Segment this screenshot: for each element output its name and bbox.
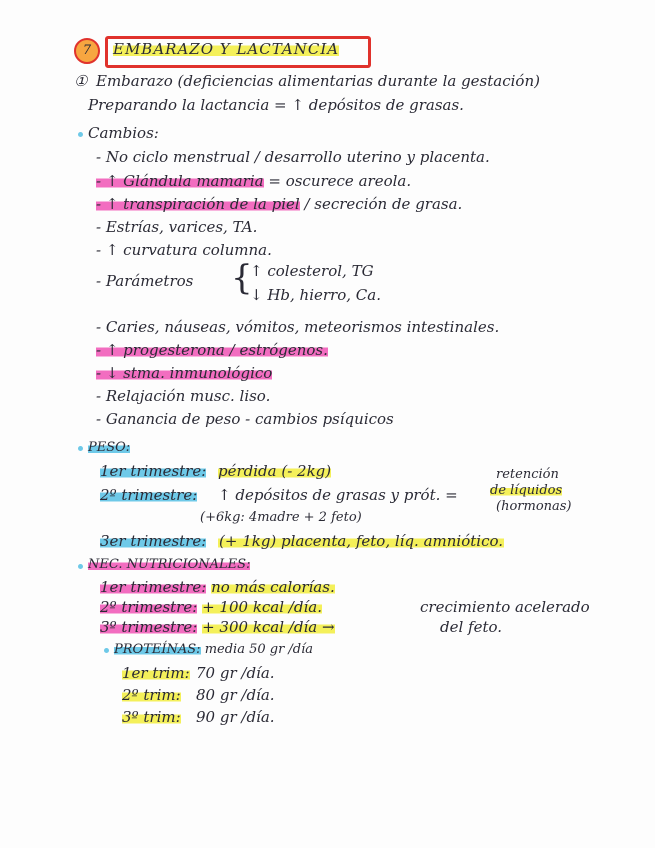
intro-number: ①: [74, 72, 88, 90]
peso-row-value: [218, 532, 504, 550]
peso-label: 3er trimestre:: [100, 532, 207, 550]
cambios-item: - Parámetros: [96, 272, 194, 290]
cambios-item-note: / secreción de grasa.: [304, 195, 463, 213]
proteinas-heading: PROTEÍNAS:: [114, 642, 201, 657]
brace-icon: {: [231, 258, 253, 298]
bullet-icon: [78, 132, 83, 137]
peso-row: [100, 486, 197, 504]
cambios-item: - ↑ curvatura columna.: [96, 241, 272, 259]
peso-value: pérdida (- 2kg): [218, 462, 332, 480]
nec-note: crecimiento acelerado: [420, 598, 590, 616]
nec-label: 2º trimestre:: [100, 598, 198, 616]
nec-heading-row: [88, 556, 250, 574]
peso-value: ↑ depósitos de grasas y prót. =: [218, 486, 458, 504]
peso-row: [100, 532, 206, 550]
bullet-icon: [104, 648, 109, 653]
peso-row-value: [218, 462, 331, 480]
cambios-item: - Caries, náuseas, vómitos, meteorismos intestinales.: [96, 318, 500, 336]
bullet-icon: [78, 446, 83, 451]
proteinas-value: 70 gr /día.: [196, 664, 275, 682]
peso-heading: [88, 439, 130, 457]
intro-line-2: Preparando la lactancia = ↑ depósitos de grasas.: [88, 96, 464, 114]
peso-note: retención: [496, 467, 559, 482]
parametro-down: ↓ Hb, hierro, Ca.: [250, 286, 381, 304]
bullet-icon: [78, 564, 83, 569]
proteinas-average: media 50 gr /día: [204, 642, 314, 657]
intro-line-1: Embarazo (deficiencias alimentarias durante la gestación): [96, 72, 540, 90]
peso-label: 1er trimestre:: [100, 462, 207, 480]
peso-heading-text: PESO:: [88, 440, 131, 455]
proteinas-label: 2º trim:: [122, 686, 181, 704]
cambios-item: - ↑ Glándula mamaria: [96, 172, 264, 190]
cambios-item: - ↑ transpiración de la piel: [96, 195, 300, 213]
nec-value: + 300 kcal /día →: [202, 618, 335, 636]
section-number-badge: 7: [74, 38, 100, 64]
nec-row: [100, 598, 322, 616]
nec-value: + 100 kcal /día.: [202, 598, 322, 616]
nec-row: [100, 578, 335, 596]
cambios-heading: Cambios:: [88, 124, 159, 142]
nec-label: 1er trimestre:: [100, 578, 207, 596]
proteinas-label: 3º trim:: [122, 708, 181, 726]
cambios-item-row: [96, 172, 411, 190]
nec-row: [100, 618, 335, 636]
cambios-item: - No ciclo menstrual / desarrollo uterino y placenta.: [96, 148, 490, 166]
cambios-item: - Relajación musc. liso.: [96, 387, 271, 405]
peso-value: (+ 1kg) placenta, feto, líq. amniótico.: [219, 532, 504, 550]
peso-row: [100, 462, 206, 480]
cambios-item: - Ganancia de peso - cambios psíquicos: [96, 410, 394, 428]
proteinas-value: 80 gr /día.: [196, 686, 275, 704]
cambios-item-row: [96, 341, 328, 359]
peso-label: 2º trimestre:: [100, 486, 198, 504]
proteinas-label: 1er trim:: [122, 664, 190, 682]
cambios-item-row: [96, 195, 462, 213]
cambios-item-note: = oscurece areola.: [268, 172, 412, 190]
parametro-up: ↑ colesterol, TG: [250, 262, 374, 280]
peso-note: de líquidos: [490, 483, 563, 498]
nec-value: no más calorías.: [211, 578, 335, 596]
nec-heading: NEC. NUTRICIONALES:: [88, 557, 251, 572]
cambios-item: - ↓ stma. inmunológico: [96, 364, 273, 382]
peso-sub: (+6kg: 4madre + 2 feto): [200, 510, 362, 525]
page-title: EMBARAZO Y LACTANCIA: [113, 40, 340, 58]
peso-note: (hormonas): [496, 499, 572, 514]
cambios-item-row: [96, 364, 272, 382]
cambios-item: - Estrías, varices, TA.: [96, 218, 258, 236]
nec-note: del feto.: [440, 618, 503, 636]
proteinas-heading-row: [114, 641, 313, 659]
proteinas-row: [122, 664, 190, 682]
cambios-item: - ↑ progesterona / estrógenos.: [96, 341, 328, 359]
proteinas-value: 90 gr /día.: [196, 708, 275, 726]
nec-label: 3º trimestre:: [100, 618, 198, 636]
proteinas-row: [122, 686, 181, 704]
proteinas-row: [122, 708, 181, 726]
